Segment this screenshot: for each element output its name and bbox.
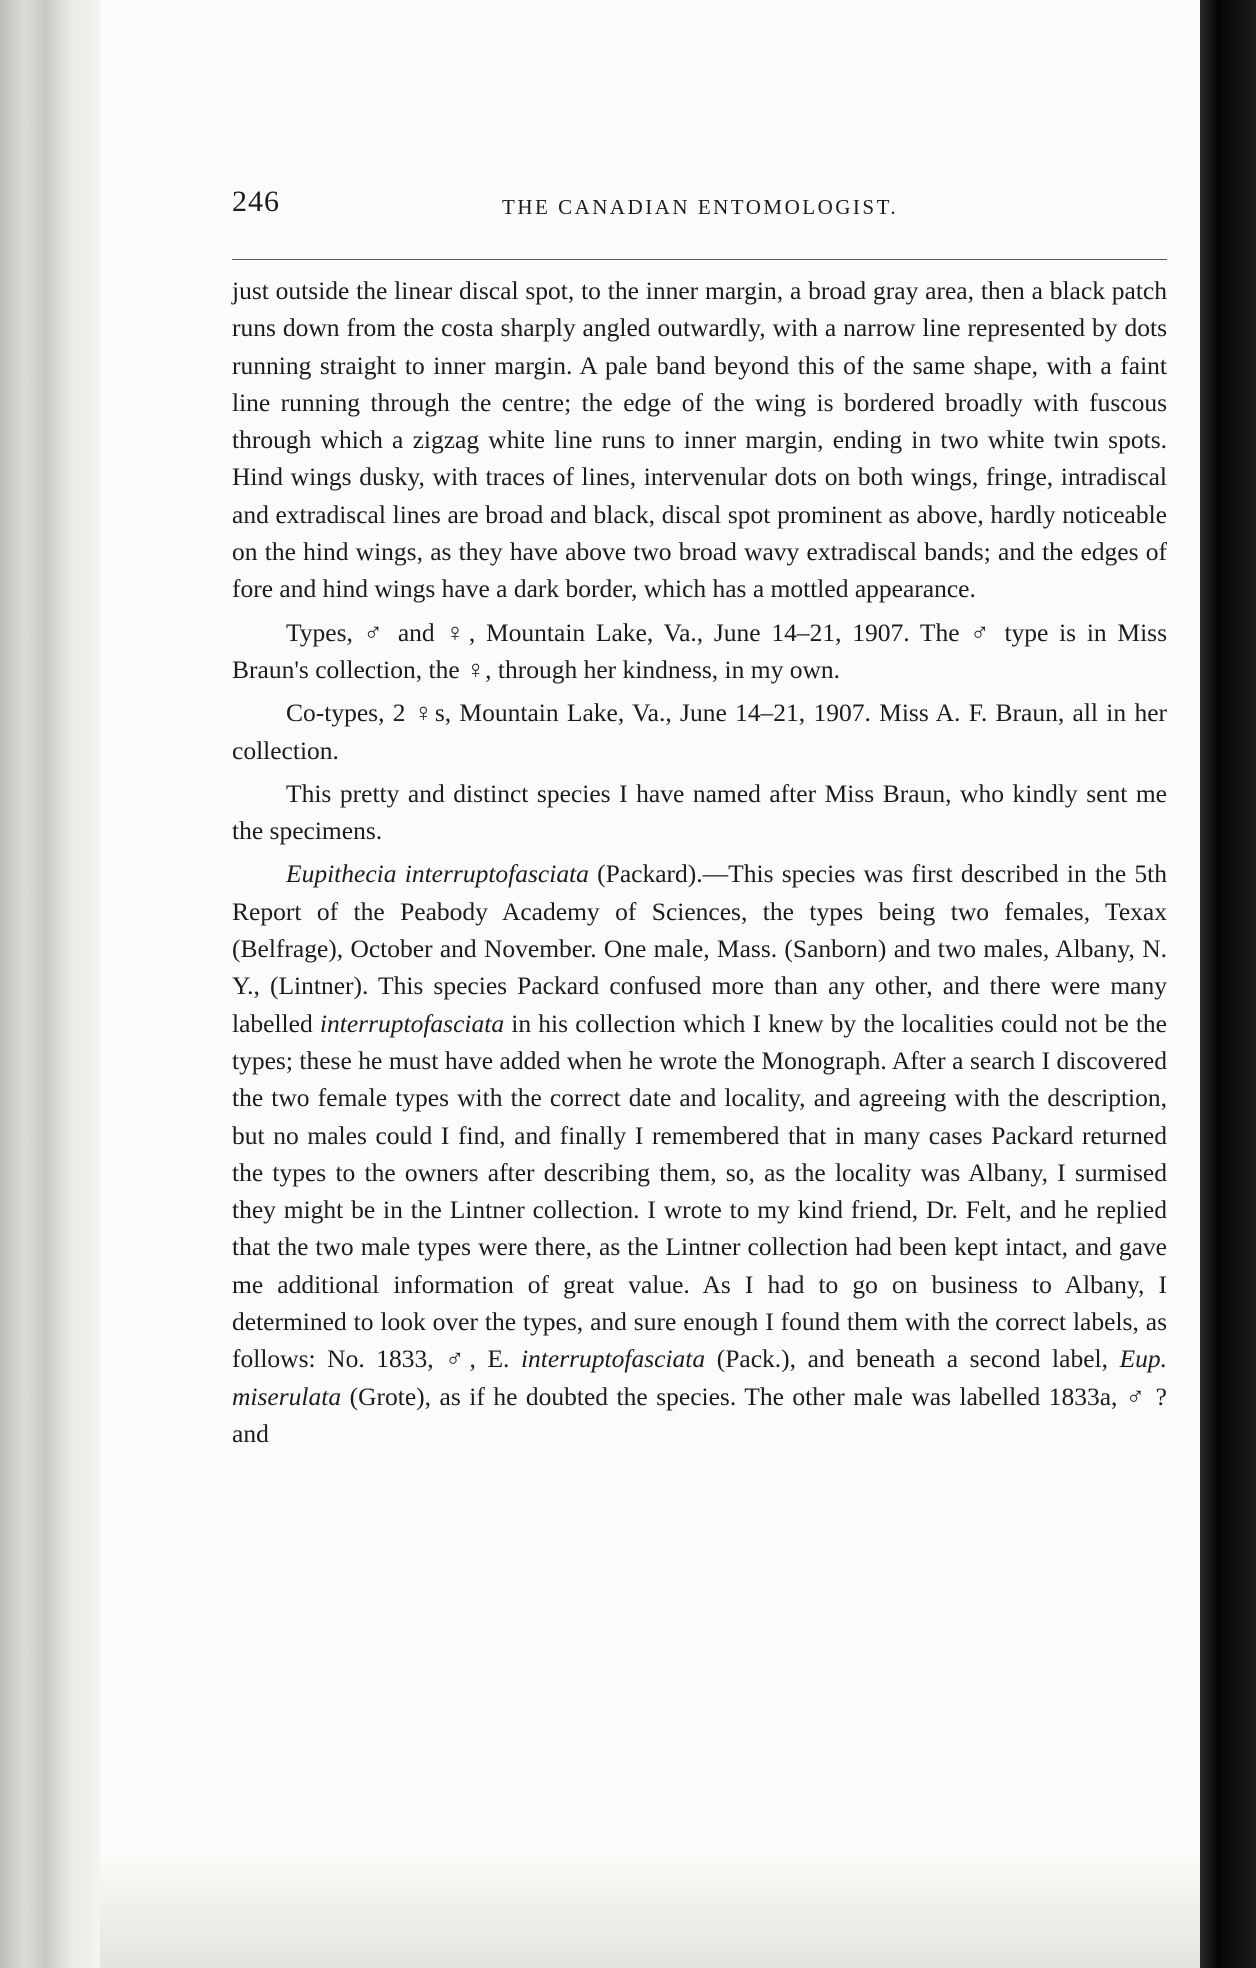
page-header	[232, 185, 1167, 235]
text-run: (Grote), as if he doubted the species. The other male was labelled 1833a, ♂ ? and	[232, 1381, 1167, 1448]
text-run: in his collection which I knew by the localities could not be the types; these he must have added when he wrote the Monograph. After a search I discovered the two female types with the correct date and locality, and agreeing with the description, but no males could I find, and finally I remembered that in many cases Packard returned the types to the owners after describing them, so, as the locality was Albany, I surmised they might be in the Lintner collection. I wrote to my kind friend, Dr. Felt, and he replied that the two male types were there, as the Lintner collection had been kept intact, and gave me additional information of great value. As I had to go on business to Albany, I determined to look over the types, and sure enough I found them with the correct labels, as follows: No. 1833, ♂, E.	[232, 1008, 1167, 1374]
paragraph-types: Types, ♂ and ♀, Mountain Lake, Va., June 14–21, 1907. The ♂ type is in Miss Braun's collection, the ♀, through her kindness, in my own.	[232, 617, 1167, 684]
species-name: Eup. miserulata	[232, 1344, 1168, 1411]
page-bottom-margin	[100, 1855, 1200, 1968]
text-run: (Packard).—This species was first described in the 5th Report of the Peabody Academy of Sciences, the types being two females, Texax (Belfrage), October and November. One male, Mass. (Sanborn) and two males, Albany, N. Y., (Lintner). This species Packard confused more than any other, and there were many labelled	[232, 859, 1167, 1038]
running-title: THE CANADIAN ENTOMOLOGIST.	[502, 195, 899, 219]
paragraph-naming: This pretty and distinct species I have named after Miss Braun, who kindly sent me the specimens.	[232, 778, 1167, 846]
scan-gutter-left	[0, 0, 100, 1968]
paragraph-eupithecia	[232, 855, 1167, 1452]
species-name: interruptofasciata	[319, 1008, 505, 1038]
paragraph-cotypes: Co-types, 2 ♀s, Mountain Lake, Va., June 14–21, 1907. Miss A. F. Braun, all in her collection.	[232, 698, 1167, 765]
paragraph-description: just outside the linear discal spot, to the inner margin, a broad gray area, then a black patch runs down from the costa sharply angled outwardly, with a narrow line represented by dots running straight to inner margin. A pale band beyond this of the same shape, with a faint line running through the centre; the edge of the wing is bordered broadly with fuscous through which a zigzag white line runs to inner margin, ending in two white twin spots. Hind wings dusky, with traces of lines, intervenular dots on both wings, fringe, intradiscal and extradiscal lines are broad and black, discal spot prominent as above, hardly noticeable on the hind wings, as they have above two broad wavy extradiscal bands; and the edges of fore and hind wings have a dark border, which has a mottled appearance.	[232, 276, 1167, 604]
scan-edge-right	[1200, 0, 1256, 1968]
body-text	[232, 272, 1167, 1458]
text-run: (Pack.), and beneath a second label,	[705, 1344, 1120, 1374]
header-rule	[232, 259, 1167, 260]
species-name: Eupithecia interruptofasciata	[286, 859, 589, 889]
page-number: 246	[232, 185, 280, 218]
species-name: interruptofasciata	[520, 1344, 706, 1374]
